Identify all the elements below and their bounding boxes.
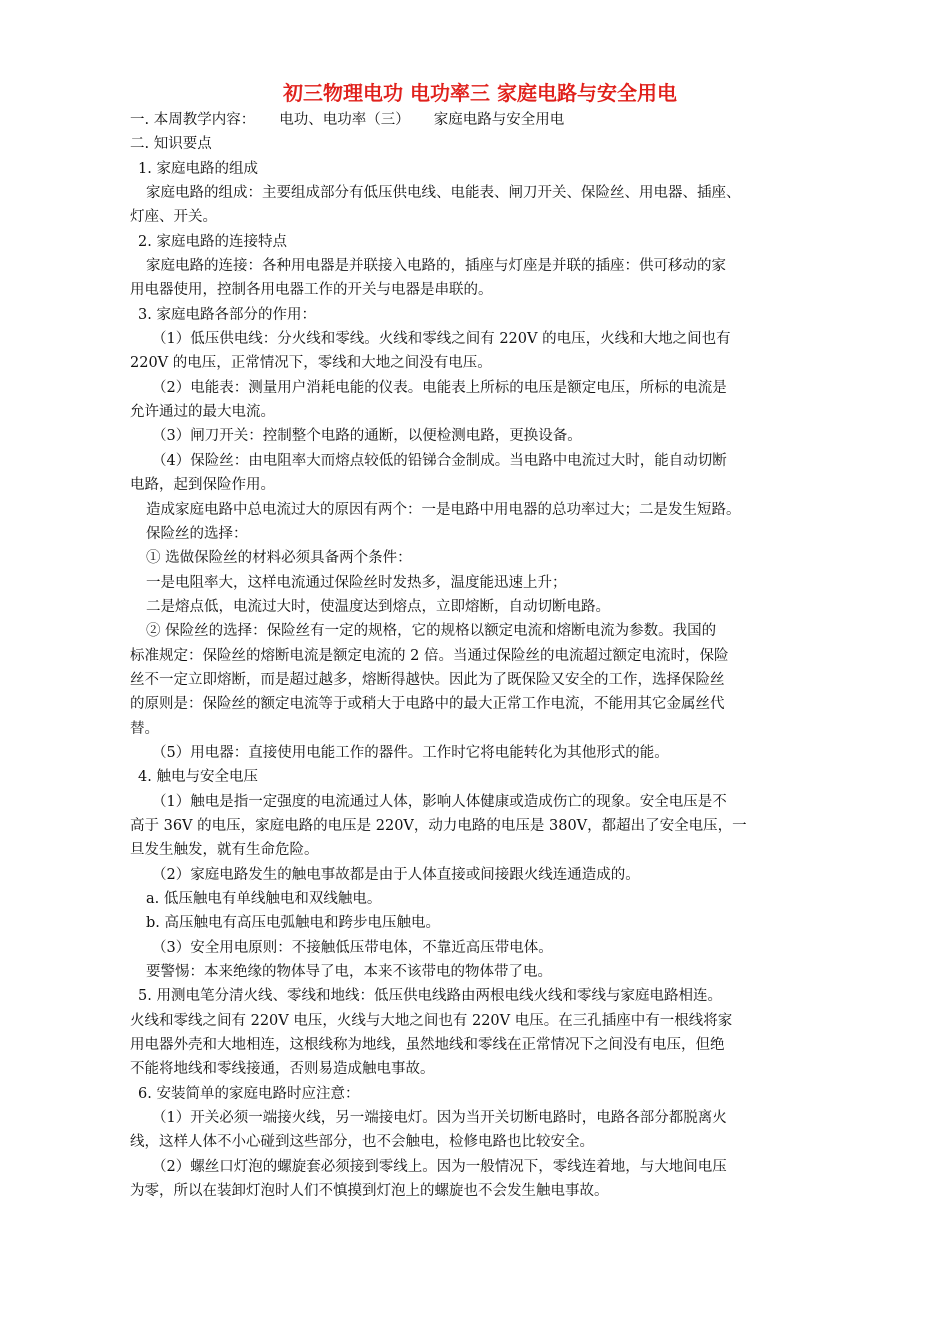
text-line: 家庭电路的组成：主要组成部分有低压供电线、电能表、闸刀开关、保险丝、用电器、插座、 xyxy=(146,185,741,202)
document-title: 初三物理电功 电功率三 家庭电路与安全用电 xyxy=(283,81,677,105)
text-line: 灯座、开关。 xyxy=(130,209,217,226)
text-line: 5. 用测电笔分清火线、零线和地线：低压供电线路由两根电线火线和零线与家庭电路相连。 xyxy=(138,988,722,1005)
text-line: a. 低压触电有单线触电和双线触电。 xyxy=(146,891,382,907)
text-line: 一是电阻率大，这样电流通过保险丝时发热多，温度能迅速上升； xyxy=(146,574,567,591)
text-line: （4）保险丝：由电阻率大而熔点较低的铅锑合金制成。当电路中电流过大时，能自动切断 xyxy=(152,452,727,469)
text-line: ① 选做保险丝的材料必须具备两个条件： xyxy=(146,550,412,567)
text-line: （2）螺丝口灯泡的螺旋套必须接到零线上。因为一般情况下，零线连着地，与大地间电压 xyxy=(152,1158,727,1175)
text-line: 要警惕：本来绝缘的物体导了电，本来不该带电的物体带了电。 xyxy=(146,964,552,981)
text-line: 不能将地线和零线接通，否则易造成触电事故。 xyxy=(130,1061,435,1078)
text-line: 火线和零线之间有 220V 电压，火线与大地之间也有 220V 电压。在三孔插座中有一根线将家 xyxy=(130,1012,733,1029)
text-line: 二是熔点低，电流过大时，使温度达到熔点，立即熔断，自动切断电路。 xyxy=(146,598,610,615)
text-line: 的原则是：保险丝的额定电流等于或稍大于电路中的最大正常工作电流，不能用其它金属丝代 xyxy=(130,696,725,713)
text-line: （2）家庭电路发生的触电事故都是由于人体直接或间接跟火线连通造成的。 xyxy=(152,866,640,883)
text-line: 4. 触电与安全电压 xyxy=(138,769,258,786)
text-line: （2）电能表：测量用户消耗电能的仪表。电能表上所标的电压是额定电压，所标的电流是 xyxy=(152,379,727,396)
text-line: 电路，起到保险作用。 xyxy=(130,477,275,494)
text-line: 丝不一定立即熔断，而是超过越多，熔断得越快。因此为了既保险又安全的工作，选择保险丝 xyxy=(130,671,725,688)
text-line: 保险丝的选择： xyxy=(146,525,248,542)
text-line: 1. 家庭电路的组成 xyxy=(138,160,258,177)
text-line: （1）开关必须一端接火线，另一端接电灯。因为当开关切断电路时，电路各部分都脱离火 xyxy=(152,1110,727,1127)
text-line: 用电器使用，控制各用电器工作的开关与电器是串联的。 xyxy=(130,282,493,299)
text-line: 二. 知识要点 xyxy=(130,136,212,153)
text-line: 2. 家庭电路的连接特点 xyxy=(138,233,287,250)
text-line: （5）用电器：直接使用电能工作的器件。工作时它将电能转化为其他形式的能。 xyxy=(152,744,669,761)
document-body xyxy=(130,108,830,1203)
text-line: 6. 安装简单的家庭电路时应注意： xyxy=(138,1085,360,1102)
text-line xyxy=(130,108,830,132)
topic-label: 家庭电路与安全用电 xyxy=(433,112,565,128)
text-line: 家庭电路的连接：各种用电器是并联接入电路的，插座与灯座是并联的插座：供可移动的家 xyxy=(146,258,726,275)
text-line: （3）安全用电原则：不接触低压带电体，不靠近高压带电体。 xyxy=(152,939,553,956)
text-line: ② 保险丝的选择：保险丝有一定的规格，它的规格以额定电流和熔断电流为参数。我国的 xyxy=(146,623,717,640)
text-line: （1）低压供电线：分火线和零线。火线和零线之间有 220V 的电压，火线和大地之间也有 xyxy=(152,331,731,348)
text-line: 线，这样人体不小心碰到这些部分，也不会触电，检修电路也比较安全。 xyxy=(130,1134,594,1151)
text-line: 3. 家庭电路各部分的作用： xyxy=(138,306,316,323)
text-line: 允许通过的最大电流。 xyxy=(130,404,275,421)
topic-label: 电功、电功率（三） xyxy=(279,112,410,128)
text-line: （1）触电是指一定强度的电流通过人体，影响人体健康或造成伤亡的现象。安全电压是不 xyxy=(152,793,727,810)
text-line: 高于 36V 的电压，家庭电路的电压是 220V，动力电路的电压是 380V，都超出了安全电压，一 xyxy=(130,817,747,834)
text-line: （3）闸刀开关：控制整个电路的通断，以便检测电路，更换设备。 xyxy=(152,428,582,445)
text-line: 旦发生触发，就有生命危险。 xyxy=(130,842,319,859)
section-heading: 一. 本周教学内容： xyxy=(130,112,256,128)
text-line: 标准规定：保险丝的熔断电流是额定电流的 2 倍。当通过保险丝的电流超过额定电流时，保险 xyxy=(130,647,729,664)
text-line: 造成家庭电路中总电流过大的原因有两个：一是电路中用电器的总功率过大；二是发生短路。 xyxy=(146,501,741,518)
text-line: 替。 xyxy=(130,720,159,737)
text-line: 220V 的电压，正常情况下，零线和大地之间没有电压。 xyxy=(130,355,492,372)
document-page xyxy=(130,78,830,1203)
text-line: 用电器外壳和大地相连，这根线称为地线，虽然地线和零线在正常情况下之间没有电压，但绝 xyxy=(130,1037,725,1054)
text-line: 为零，所以在装卸灯泡时人们不慎摸到灯泡上的螺旋也不会发生触电事故。 xyxy=(130,1183,609,1200)
text-line: b. 高压触电有高压电弧触电和跨步电压触电。 xyxy=(146,915,440,932)
